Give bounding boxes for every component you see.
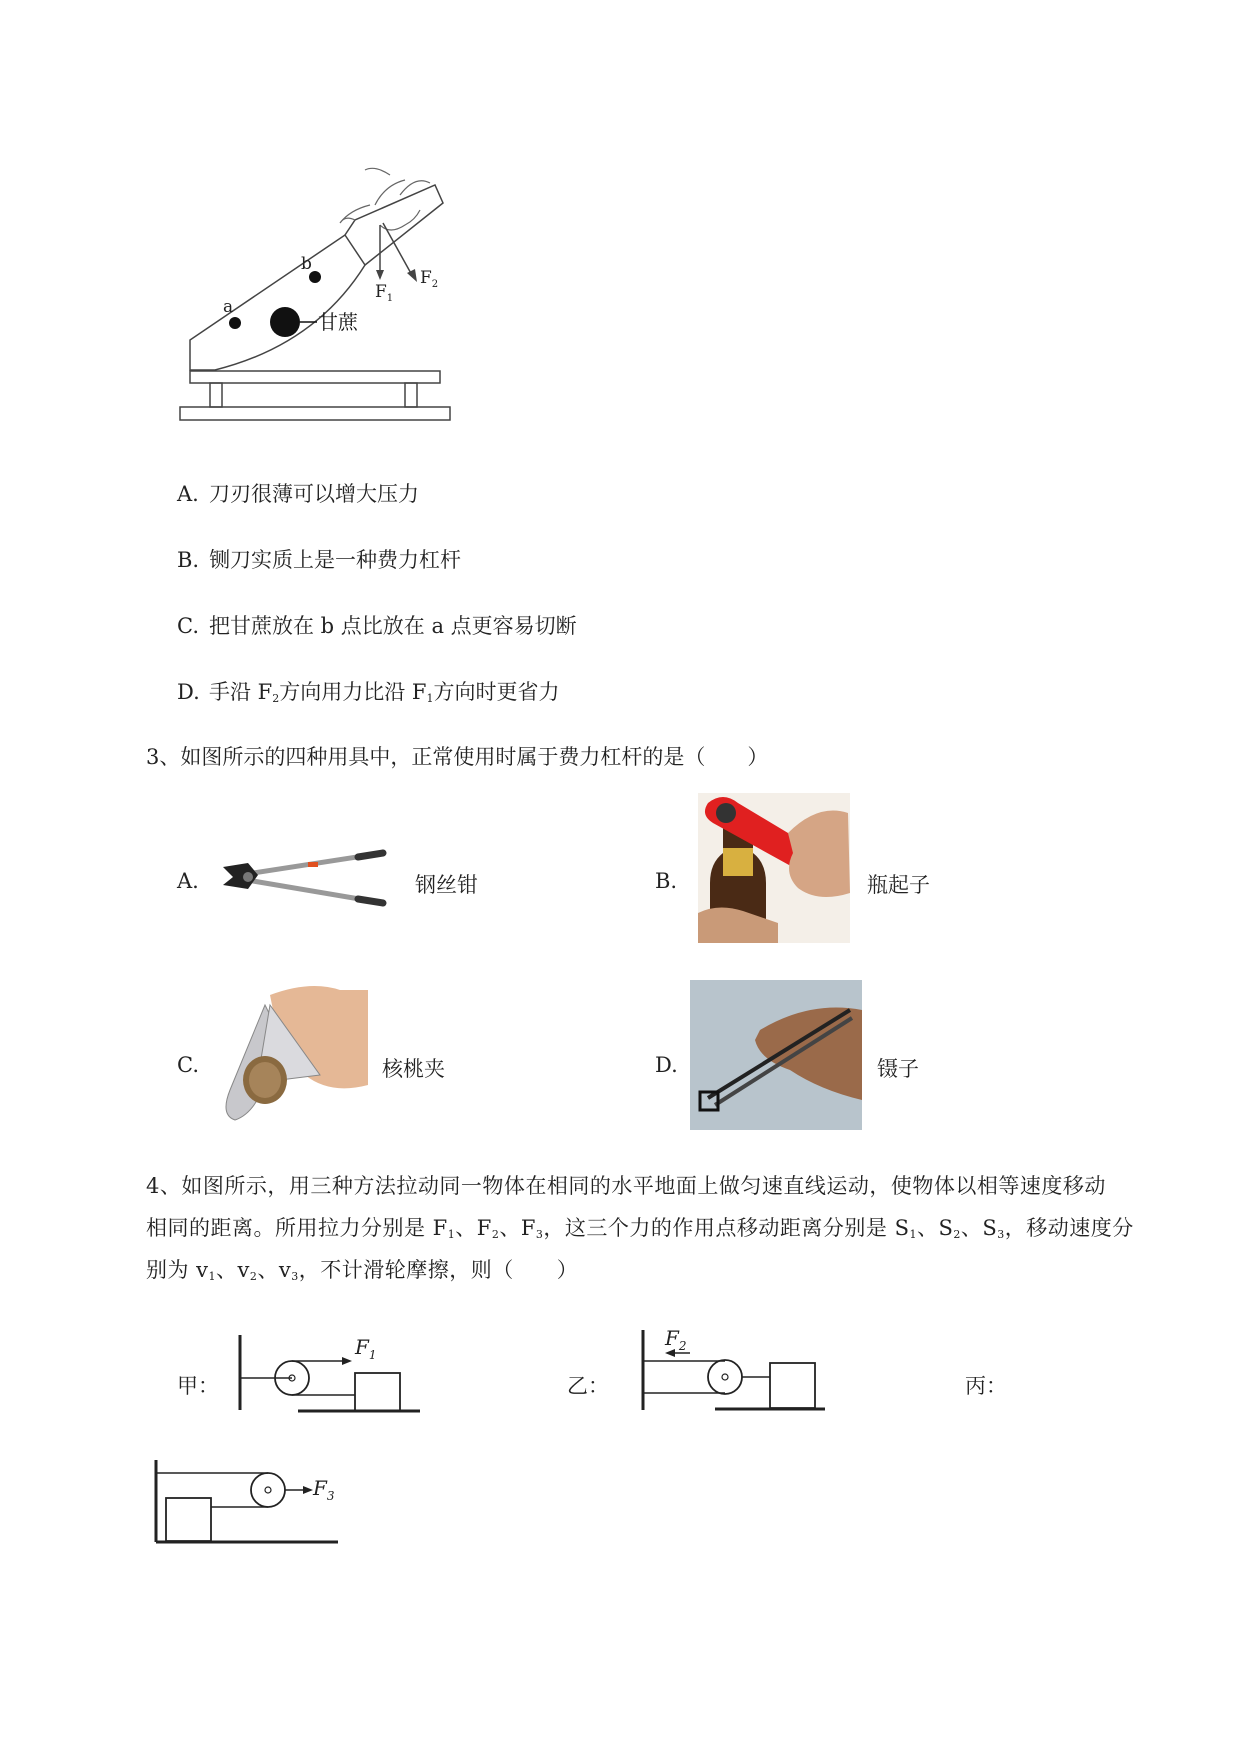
figure-yi-label: 乙： [567,1374,609,1398]
q2-option-c[interactable] [177,610,577,640]
option-letter: B. [177,548,200,572]
q2-option-d[interactable] [177,676,560,706]
option-letter: A. [177,482,199,506]
pulley-figure-yi [635,1325,835,1420]
pulley-figure-jia [230,1330,425,1420]
option-text: 手沿 $F_2$方向用力比沿 $F_1$方向时更省力 [209,680,560,705]
option-text: 铡刀实质上是一种费力杠杆 [209,548,461,572]
f2-label: $F_2$ [420,268,439,290]
nutcracker-image [210,985,368,1125]
sugarcane-label: 甘蔗 [318,310,358,334]
f2-label: $F_2$ [665,1326,687,1353]
f3-label: $F_3$ [313,1476,335,1503]
q3-option-d-letter[interactable]: D. [655,1053,678,1077]
pulley-figure-bing [148,1455,348,1550]
q2-option-b[interactable] [177,544,461,574]
point-b-label: b [301,254,312,274]
option-text: 把甘蔗放在 b 点比放在 a 点更容易切断 [209,614,577,638]
q2-option-a[interactable] [177,478,419,508]
figure-bing-label: 丙： [965,1374,1007,1398]
q3-option-c-name: 核桃夹 [382,1057,445,1081]
f1-label: $F_1$ [355,1335,377,1362]
q3-option-b-letter[interactable]: B. [655,869,678,893]
q4-stem-line2: 相同的距离。所用拉力分别是 $F_1$、$F_2$、$F_3$，这三个力的作用点移动距离分别是 $S_1$、$S_2$、$S_3$，移动速度分 [146,1216,1134,1241]
q4-stem-line1: 4、如图所示，用三种方法拉动同一物体在相同的水平地面上做匀速直线运动，使物体以相等速度移动 [146,1174,1106,1198]
q3-option-c-letter[interactable]: C. [177,1053,199,1077]
q3-option-d-name: 镊子 [877,1057,919,1081]
guillotine-figure [175,165,475,430]
tweezers-image [690,980,862,1130]
q3-stem: 3、如图所示的四种用具中，正常使用时属于费力杠杆的是（ ） [146,745,769,769]
q3-option-b-name: 瓶起子 [867,873,930,897]
figure-jia-label: 甲： [177,1374,219,1398]
option-letter: C. [177,614,199,638]
q4-stem-line3: 别为 $v_1$、$v_2$、$v_3$，不计滑轮摩擦，则（ ） [146,1258,579,1283]
option-letter: D. [177,680,200,704]
bottle-opener-image [698,793,850,943]
point-a-label: a [223,297,234,317]
option-text: 刀刃很薄可以增大压力 [209,482,419,506]
q3-option-a-name: 钢丝钳 [415,873,478,897]
f1-label: $F_1$ [375,282,394,304]
q3-option-a-letter[interactable]: A. [177,869,199,893]
wire-pliers-image [218,845,388,915]
